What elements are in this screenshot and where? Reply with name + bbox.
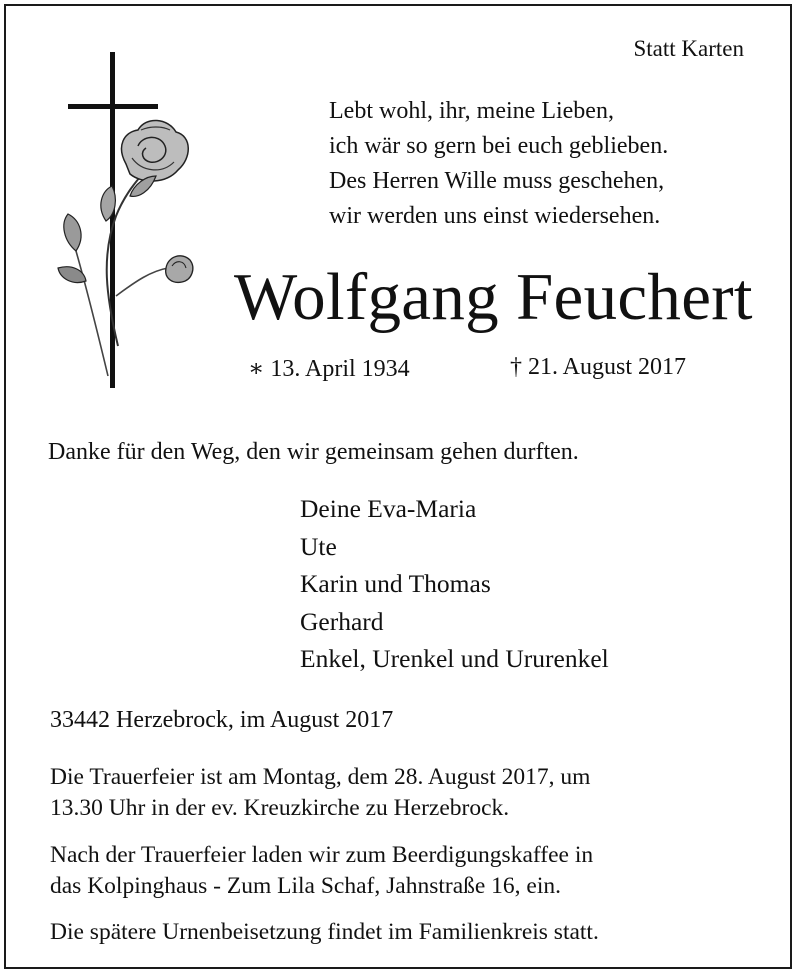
burial-paragraph: [50, 917, 599, 948]
paragraph-line: Die spätere Urnenbeisetzung findet im Familienkreis statt.: [50, 919, 599, 945]
paragraph-line: 13.30 Uhr in der ev. Kreuzkirche zu Herzebrock.: [50, 795, 510, 821]
family-member: Gerhard: [300, 606, 384, 636]
rose-bloom-icon: [122, 120, 189, 181]
deceased-name: Wolfgang Feuchert: [234, 260, 753, 334]
ceremony-paragraph: [50, 762, 590, 824]
family-list: [300, 490, 609, 678]
family-member: Karin und Thomas: [300, 569, 491, 598]
obituary-notice: [4, 4, 792, 969]
poem-line: Lebt wohl, ihr, meine Lieben,: [329, 98, 614, 124]
family-member: Deine Eva-Maria: [300, 494, 477, 523]
paragraph-line: Die Trauerfeier ist am Montag, dem 28. August 2017, um: [50, 764, 591, 790]
place-date: 33442 Herzebrock, im August 2017: [50, 707, 394, 733]
coffee-paragraph: [50, 840, 593, 902]
statt-karten-label: Statt Karten: [633, 36, 744, 61]
death-date: † 21. August 2017: [510, 354, 687, 380]
rose-bud-icon: [166, 256, 193, 283]
poem: [329, 94, 668, 234]
poem-line: ich wär so gern bei euch geblieben.: [329, 133, 669, 159]
poem-line: Des Herren Wille muss geschehen,: [329, 168, 665, 194]
birth-date: ∗ 13. April 1934: [248, 356, 410, 382]
family-member: Enkel, Urenkel und Ururenkel: [300, 644, 609, 673]
poem-line: wir werden uns einst wiedersehen.: [329, 203, 661, 229]
paragraph-line: Nach der Trauerfeier laden wir zum Beerdigungskaffee in: [50, 842, 594, 868]
family-member: Ute: [300, 531, 337, 561]
thanks-line: Danke für den Weg, den wir gemeinsam gehen durften.: [48, 439, 579, 465]
cross-horizontal-icon: [68, 104, 158, 109]
paragraph-line: das Kolpinghaus - Zum Lila Schaf, Jahnstraße 16, ein.: [50, 873, 562, 899]
cross-with-rose-icon: [46, 46, 206, 396]
